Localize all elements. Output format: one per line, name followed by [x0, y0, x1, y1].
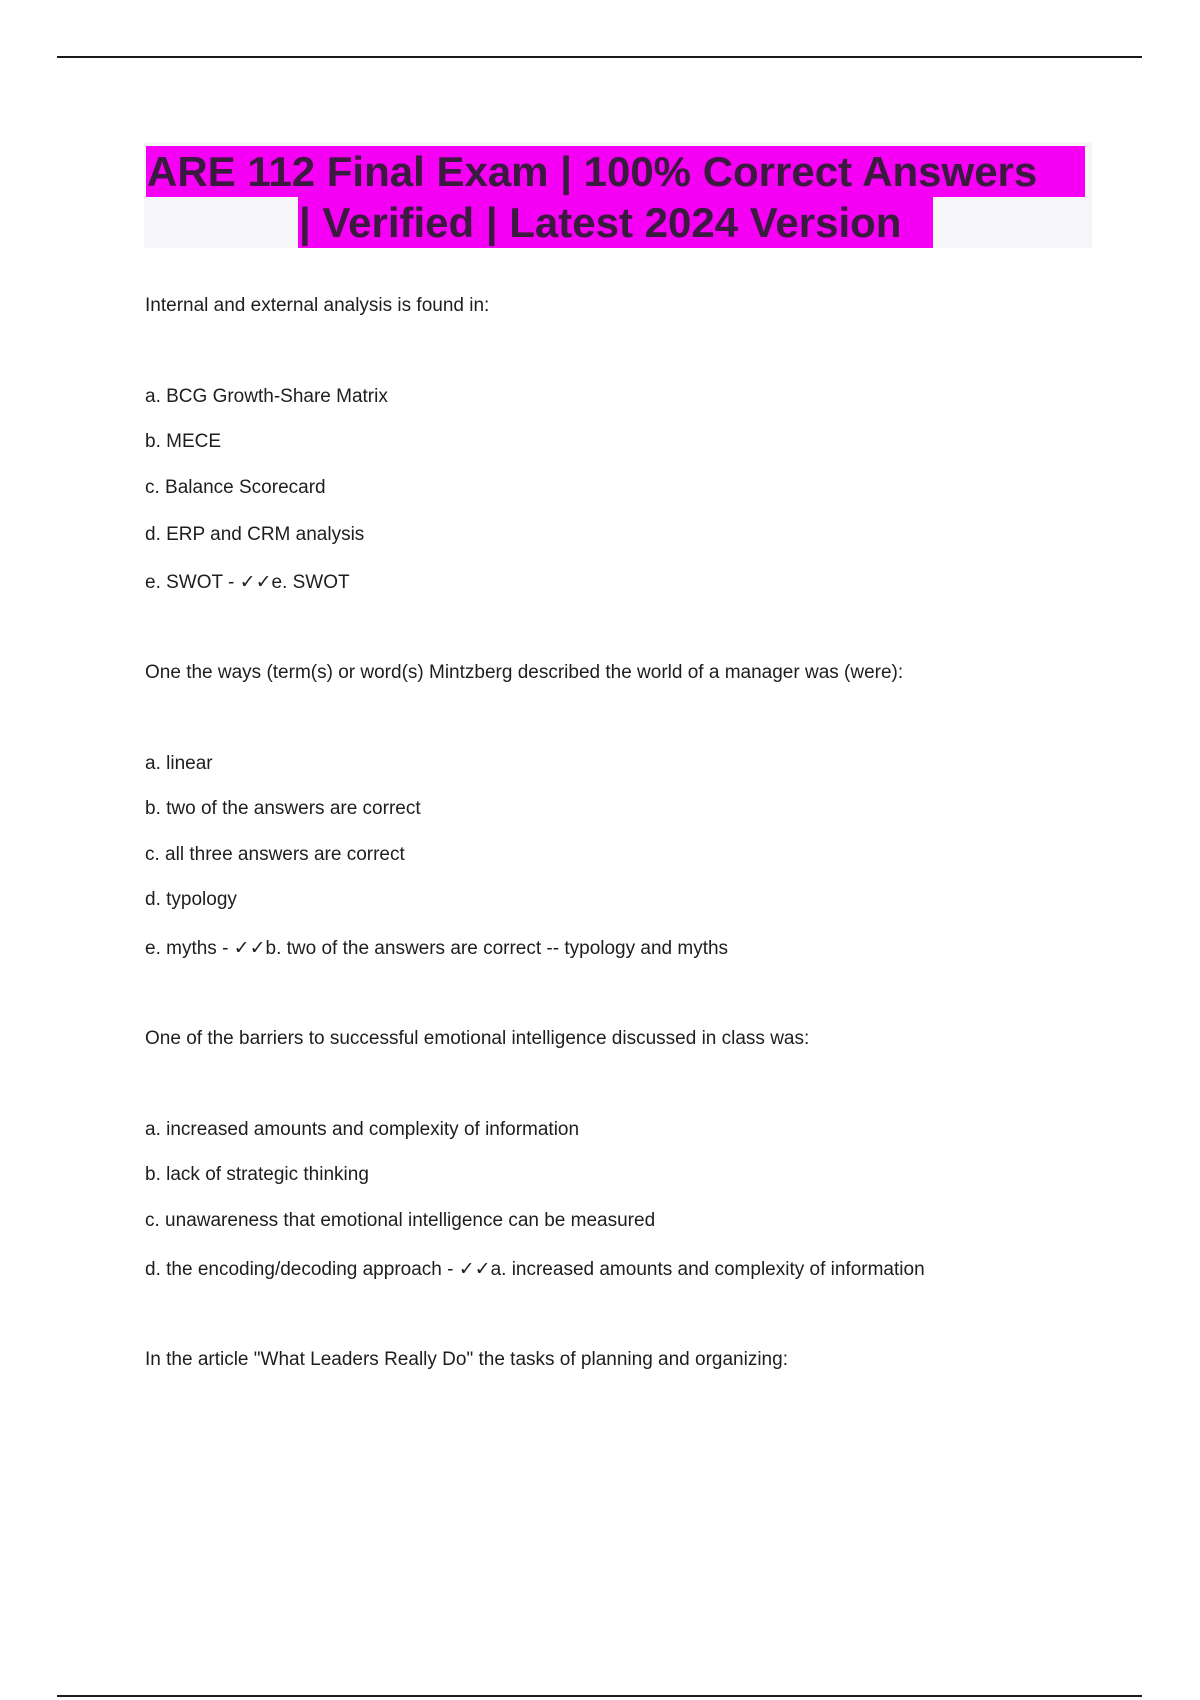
answer-option-with-key: e. myths - ✓✓b. two of the answers are correct -- typology and myths	[145, 938, 729, 959]
answer-option: d. typology	[145, 889, 237, 910]
header-rule	[57, 56, 1142, 58]
answer-option-with-key: d. the encoding/decoding approach - ✓✓a. increased amounts and complexity of information	[145, 1259, 925, 1280]
answer-option: a. linear	[145, 753, 213, 774]
document-title	[144, 142, 1092, 248]
answer-option: c. Balance Scorecard	[145, 477, 326, 498]
footer-rule	[57, 1695, 1142, 1697]
answer-option: a. increased amounts and complexity of information	[145, 1119, 580, 1140]
answer-option: c. unawareness that emotional intelligence can be measured	[145, 1210, 656, 1231]
answer-option-with-key: e. SWOT - ✓✓e. SWOT	[145, 572, 350, 593]
question-prompt: One the ways (term(s) or word(s) Mintzberg described the world of a manager was (were):	[145, 662, 904, 683]
answer-option: b. two of the answers are correct	[145, 798, 421, 819]
answer-option: a. BCG Growth-Share Matrix	[145, 386, 388, 407]
answer-option: b. MECE	[145, 431, 222, 452]
answer-option: d. ERP and CRM analysis	[145, 524, 365, 545]
title-line-2: | Verified | Latest 2024 Version	[298, 197, 933, 248]
answer-option: b. lack of strategic thinking	[145, 1164, 369, 1185]
question-prompt: In the article "What Leaders Really Do" the tasks of planning and organizing:	[145, 1349, 788, 1370]
answer-option: c. all three answers are correct	[145, 844, 405, 865]
title-line-1: ARE 112 Final Exam | 100% Correct Answers	[146, 146, 1085, 197]
question-prompt: One of the barriers to successful emotional intelligence discussed in class was:	[145, 1028, 810, 1049]
question-prompt: Internal and external analysis is found in:	[145, 295, 490, 316]
